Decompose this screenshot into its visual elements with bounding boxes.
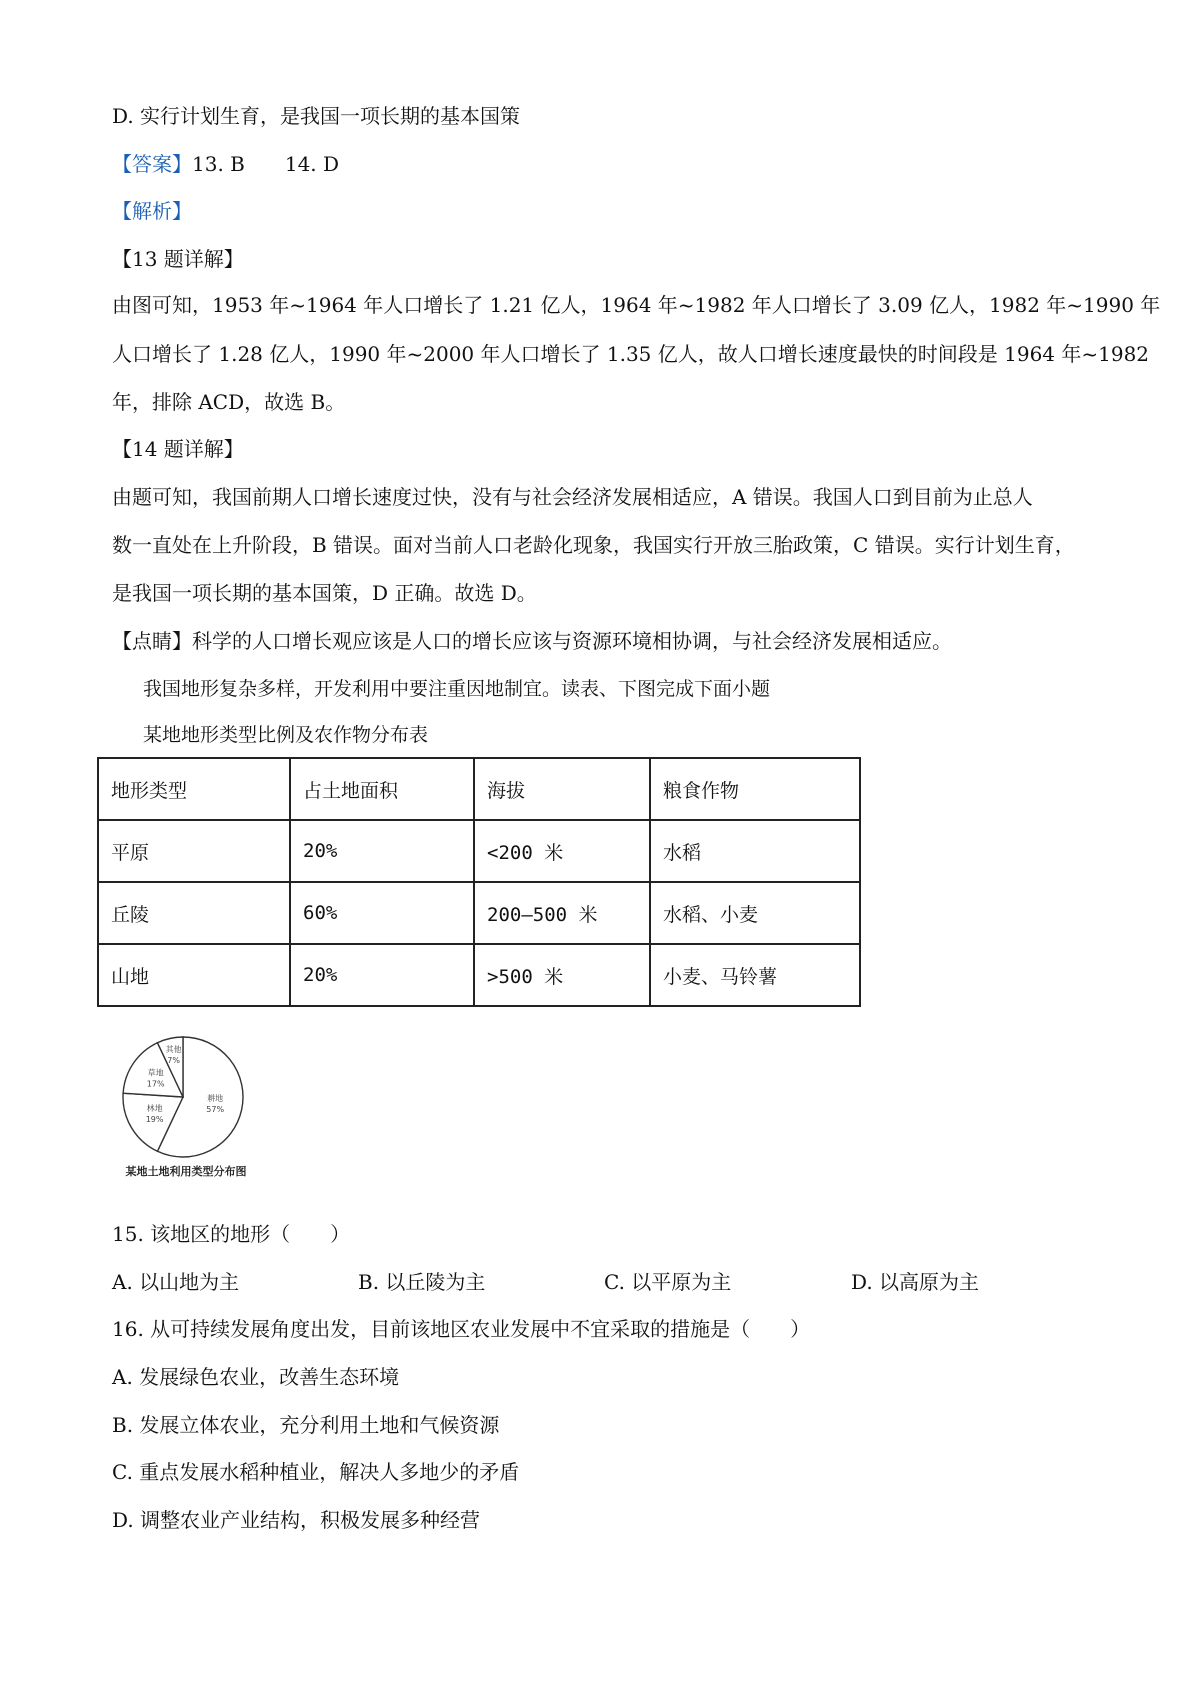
table-cell: 水稻、小麦 bbox=[650, 882, 860, 944]
q16-option-d: D. 调整农业产业结构，积极发展多种经营 bbox=[112, 1508, 481, 1532]
highlight-label: 【点睛】 bbox=[112, 629, 192, 653]
table-title: 某地地形类型比例及农作物分布表 bbox=[143, 724, 429, 746]
q15-option-d: D. 以高原为主 bbox=[851, 1270, 980, 1294]
q13-detail-line: 人口增长了 1.28 亿人，1990 年~2000 年人口增长了 1.35 亿人，故人口增长速度最快的时间段是 1964 年~1982 bbox=[112, 342, 1150, 366]
table-header-cell: 海拔 bbox=[474, 758, 650, 820]
pie-slice-value: 57% bbox=[206, 1105, 225, 1115]
q15-option-a: A. 以山地为主 bbox=[112, 1270, 240, 1294]
table-header-row bbox=[98, 758, 860, 820]
table-header-cell: 粮食作物 bbox=[650, 758, 860, 820]
q14-detail-line: 是我国一项长期的基本国策，D 正确。故选 D。 bbox=[112, 581, 537, 605]
pie-slice-value: 17% bbox=[146, 1079, 165, 1089]
q14-detail-line: 数一直处在上升阶段，B 错误。面对当前人口老龄化现象，我国实行开放三胎政策，C 错误。实行计划生育， bbox=[112, 533, 1075, 557]
pie-slice-value: 7% bbox=[167, 1055, 180, 1065]
land-use-pie-chart bbox=[110, 1034, 300, 1184]
table-cell: 60% bbox=[290, 882, 474, 944]
prev-option-d: D. 实行计划生育，是我国一项长期的基本国策 bbox=[112, 104, 521, 128]
table-cell: 小麦、马铃薯 bbox=[650, 944, 860, 1006]
terrain-table bbox=[97, 757, 861, 1007]
pie-slice-label: 其他 bbox=[165, 1044, 182, 1054]
answer-label: 【答案】 bbox=[112, 152, 192, 176]
table-cell: 水稻 bbox=[650, 820, 860, 882]
q16-option-a: A. 发展绿色农业，改善生态环境 bbox=[112, 1365, 400, 1389]
pie-chart-title: 某地土地利用类型分布图 bbox=[125, 1165, 247, 1178]
q16-stem: 16. 从可持续发展角度出发，目前该地区农业发展中不宜采取的措施是（ ） bbox=[112, 1317, 811, 1341]
group-intro: 我国地形复杂多样，开发利用中要注重因地制宜。读表、下图完成下面小题 bbox=[143, 678, 771, 700]
q13-detail-line: 年，排除 ACD，故选 B。 bbox=[112, 390, 346, 414]
table-row bbox=[98, 944, 860, 1006]
table-cell: >500 米 bbox=[474, 944, 650, 1006]
q14-detail-line: 由题可知，我国前期人口增长速度过快，没有与社会经济发展相适应，A 错误。我国人口到目前为止总人 bbox=[112, 485, 1033, 509]
q15-stem: 15. 该地区的地形（ ） bbox=[112, 1222, 351, 1246]
table-row bbox=[98, 882, 860, 944]
table-cell: 山地 bbox=[98, 944, 290, 1006]
pie-slice-value: 19% bbox=[145, 1114, 164, 1124]
q15-option-c: C. 以平原为主 bbox=[604, 1270, 732, 1294]
table-cell: 200—500 米 bbox=[474, 882, 650, 944]
pie-slice-label: 草地 bbox=[147, 1068, 164, 1078]
table-header-cell: 占土地面积 bbox=[290, 758, 474, 820]
q16-option-c: C. 重点发展水稻种植业，解决人多地少的矛盾 bbox=[112, 1460, 520, 1484]
pie-slice-label: 林地 bbox=[146, 1103, 163, 1113]
q15-option-b: B. 以丘陵为主 bbox=[358, 1270, 486, 1294]
q13-detail-title: 【13 题详解】 bbox=[112, 247, 244, 271]
q14-detail-title: 【14 题详解】 bbox=[112, 437, 244, 461]
pie-slice-label: 耕地 bbox=[207, 1094, 224, 1104]
answer-line bbox=[112, 150, 339, 178]
table-cell: 丘陵 bbox=[98, 882, 290, 944]
analysis-label: 【解析】 bbox=[112, 199, 192, 223]
highlight-text: 科学的人口增长观应该是人口的增长应该与资源环境相协调，与社会经济发展相适应。 bbox=[192, 629, 952, 653]
table-cell: 20% bbox=[290, 820, 474, 882]
table-cell: 20% bbox=[290, 944, 474, 1006]
q13-detail-line: 由图可知，1953 年~1964 年人口增长了 1.21 亿人，1964 年~1982 年人口增长了 3.09 亿人，1982 年~1990 年 bbox=[112, 293, 1161, 317]
table-row bbox=[98, 820, 860, 882]
table-header-cell: 地形类型 bbox=[98, 758, 290, 820]
q16-option-b: B. 发展立体农业，充分利用土地和气候资源 bbox=[112, 1413, 500, 1437]
answer-value: 13. B 14. D bbox=[192, 152, 340, 176]
table-cell: <200 米 bbox=[474, 820, 650, 882]
table-cell: 平原 bbox=[98, 820, 290, 882]
highlight-line bbox=[112, 627, 952, 655]
